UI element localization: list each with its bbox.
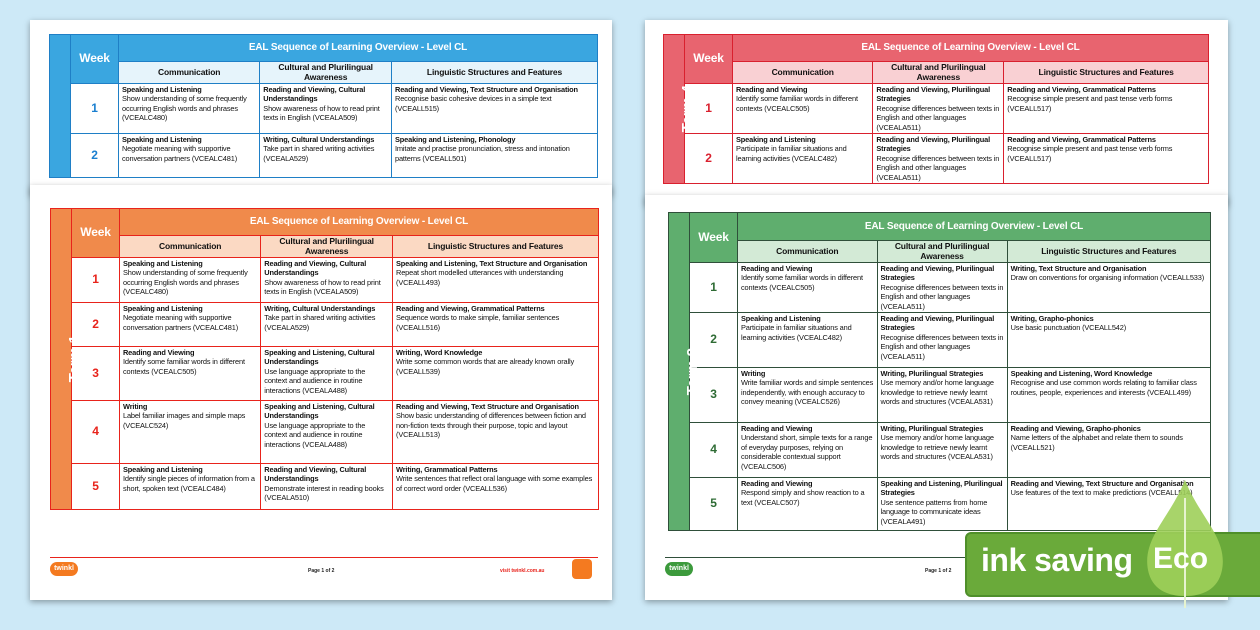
objective-text: Show awareness of how to read print texts in English (VCEALA509) <box>263 103 380 123</box>
learning-overview-table <box>663 34 1209 184</box>
learning-overview-table <box>49 34 598 178</box>
objective-text: Demonstrate interest in reading books (VCEALA510) <box>264 483 384 503</box>
website-link[interactable]: visit twinkl.com.au <box>500 568 545 574</box>
objective-text: Participate in familiar situations and learning activities (VCEALC482) <box>736 144 847 163</box>
strand-heading: Writing, Plurilingual Strategies <box>880 369 984 379</box>
week-header: Week <box>690 213 738 263</box>
objective-text: Recognise simple present and past tense verb forms (VCEALL517) <box>1007 144 1173 163</box>
objective-cell <box>260 84 392 134</box>
objective-text: Use sentence patterns from home language to communicate ideas (VCEALA491) <box>880 497 988 526</box>
objective-cell <box>873 134 1004 184</box>
strand-heading: Speaking and Listening <box>741 314 821 324</box>
objective-text: Take part in shared writing activities (VCEALA529) <box>264 313 376 332</box>
objective-cell <box>392 134 598 178</box>
objective-text: Identify some familiar words in different contexts (VCEALC505) <box>123 357 245 376</box>
objective-cell <box>738 313 878 368</box>
table-title: EAL Sequence of Learning Overview - Level CL <box>119 35 598 62</box>
objective-text: Use basic punctuation (VCEALL542) <box>1010 323 1127 333</box>
week-number: 2 <box>72 303 120 347</box>
strand-heading: Writing, Cultural Understandings <box>263 135 375 144</box>
objective-cell <box>261 303 393 347</box>
objective-text: Negotiate meaning with supportive conversation partners (VCEALC481) <box>122 144 238 163</box>
objective-text: Participate in familiar situations and learning activities (VCEALC482) <box>741 323 852 342</box>
objective-cell <box>261 347 393 401</box>
objective-cell <box>738 478 878 531</box>
twinkl-badge-icon <box>572 559 592 579</box>
objective-cell <box>393 347 599 401</box>
objective-cell <box>1004 134 1209 184</box>
objective-cell <box>393 258 599 303</box>
objective-cell <box>1007 368 1210 423</box>
strand-heading: Writing, Plurilingual Strategies <box>880 424 984 434</box>
page-term-1 <box>30 185 612 600</box>
objective-text: Imitate and practise pronunciation, stress and intonation patterns (VCEALL501) <box>395 144 570 163</box>
objective-text: Respond simply and show reaction to a text (VCEALC507) <box>741 488 865 507</box>
eco-label: Eco <box>1153 542 1209 575</box>
objective-cell <box>120 347 261 401</box>
objective-cell <box>1007 263 1210 313</box>
objective-text: Show awareness of how to read print texts in English (VCEALA509) <box>264 277 381 297</box>
column-header: Linguistic Structures and Features <box>393 236 599 258</box>
table-title: EAL Sequence of Learning Overview - Level CL <box>120 209 599 236</box>
strand-heading: Writing, Text Structure and Organisation <box>1010 264 1147 273</box>
column-header: Linguistic Structures and Features <box>392 62 598 84</box>
objective-text: Use language appropriate to the context and audience in routine interactions (VCEALA488) <box>264 420 366 449</box>
strand-heading: Writing, Grammatical Patterns <box>396 465 498 474</box>
strand-heading: Reading and Viewing <box>741 424 813 434</box>
objective-text: Name letters of the alphabet and relate them to sounds (VCEALL521) <box>1010 433 1183 452</box>
objective-cell <box>877 423 1007 478</box>
objective-text: Repeat short modelled utterances with understanding (VCEALL493) <box>396 268 564 287</box>
strand-heading: Reading and Viewing, Plurilingual Strategies <box>880 264 995 283</box>
page-number: Page 1 of 2 <box>925 568 952 574</box>
objective-cell <box>261 464 393 510</box>
strand-heading: Speaking and Listening, Cultural Understandings <box>264 402 375 421</box>
twinkl-logo: twinkl <box>665 562 693 576</box>
column-header: Cultural and Plurilingual Awareness <box>873 62 1004 84</box>
table-row <box>50 134 598 178</box>
column-header: Cultural and Plurilingual Awareness <box>260 62 392 84</box>
column-header: Communication <box>120 236 261 258</box>
learning-overview-table <box>668 212 1211 531</box>
strand-heading: Reading and Viewing <box>741 264 813 273</box>
objective-text: Show basic understanding of differences between fiction and non-fiction texts through their purpose, topic and layout (VCEALL513) <box>396 411 586 440</box>
strand-heading: Reading and Viewing, Grammatical Patterns <box>396 304 545 313</box>
term-label: Term 1 <box>51 209 72 510</box>
table-row <box>669 263 1211 313</box>
objective-text: Recognise differences between texts in English and other languages (VCEALA511) <box>880 282 1004 311</box>
strand-heading: Speaking and Listening <box>736 135 816 145</box>
table-row <box>664 84 1209 134</box>
objective-cell <box>120 401 261 464</box>
page-term-4-back <box>645 20 1228 205</box>
objective-text: Show understanding of some frequently occurring English words and phrases (VCEALC480) <box>122 94 247 123</box>
table-row <box>664 134 1209 184</box>
objective-text: Identify some familiar words in different contexts (VCEALC505) <box>741 273 863 292</box>
week-number: 2 <box>685 134 733 184</box>
week-number: 1 <box>690 263 738 313</box>
strand-heading: Reading and Viewing, Cultural Understandings <box>264 259 367 278</box>
objective-text: Write sentences that reflect oral language with some examples of correct word order (VCEALL536) <box>396 474 593 493</box>
strand-heading: Speaking and Listening, Text Structure and Organisation <box>396 259 588 268</box>
objective-cell <box>738 423 878 478</box>
strand-heading: Speaking and Listening <box>122 135 202 144</box>
strand-heading: Reading and Viewing, Grammatical Patterns <box>1007 135 1156 145</box>
objective-text: Understand short, simple texts for a range of everyday purposes, relying on considerable contextual support (VCEALC506) <box>741 433 873 471</box>
term-label: Term 2 <box>669 213 690 531</box>
strand-heading: Reading and Viewing, Cultural Understandings <box>263 85 366 104</box>
objective-text: Sequence words to make simple, familiar sentences (VCEALL516) <box>396 313 560 332</box>
objective-cell <box>733 134 873 184</box>
objective-cell <box>119 84 260 134</box>
objective-text: Use language appropriate to the context and audience in routine interactions (VCEALA488) <box>264 366 366 395</box>
page-number: Page 1 of 2 <box>308 568 335 574</box>
week-number: 3 <box>690 368 738 423</box>
week-number: 2 <box>690 313 738 368</box>
week-header: Week <box>72 209 120 258</box>
week-number: 4 <box>72 401 120 464</box>
objective-cell <box>877 263 1007 313</box>
column-header: Communication <box>119 62 260 84</box>
objective-cell <box>393 303 599 347</box>
objective-cell <box>1007 423 1210 478</box>
week-number: 1 <box>685 84 733 134</box>
column-header: Cultural and Plurilingual Awareness <box>261 236 393 258</box>
objective-cell <box>119 134 260 178</box>
week-number: 1 <box>71 84 119 134</box>
strand-heading: Reading and Viewing <box>741 479 813 489</box>
strand-heading: Writing, Word Knowledge <box>396 348 483 357</box>
objective-cell <box>877 368 1007 423</box>
objective-cell <box>260 134 392 178</box>
column-header: Linguistic Structures and Features <box>1007 241 1210 263</box>
objective-cell <box>873 84 1004 134</box>
objective-text: Use memory and/or home language knowledge to retrieve newly learnt words and structures (VCEALA531) <box>880 378 994 407</box>
objective-cell <box>120 303 261 347</box>
objective-cell <box>1007 313 1210 368</box>
strand-heading: Writing <box>741 369 766 379</box>
column-header: Linguistic Structures and Features <box>1004 62 1209 84</box>
column-header: Communication <box>733 62 873 84</box>
strand-heading: Reading and Viewing, Grapho-phonics <box>1010 424 1141 434</box>
objective-text: Identify single pieces of information from a short, spoken text (VCEALC484) <box>123 474 255 493</box>
objective-cell <box>261 258 393 303</box>
table-row <box>51 258 599 303</box>
objective-text: Recognise simple present and past tense verb forms (VCEALL517) <box>1007 94 1173 113</box>
term-label: Term 4 <box>664 35 685 184</box>
table-row <box>50 84 598 134</box>
strand-heading: Reading and Viewing, Plurilingual Strategies <box>880 314 995 333</box>
table-row <box>669 368 1211 423</box>
table-row <box>51 401 599 464</box>
table-row <box>669 423 1211 478</box>
objective-text: Show understanding of some frequently occurring English words and phrases (VCEALC480) <box>123 268 248 297</box>
table-row <box>51 303 599 347</box>
objective-text: Write some common words that are already known orally (VCEALL539) <box>396 357 575 376</box>
week-number: 5 <box>690 478 738 531</box>
strand-heading: Reading and Viewing, Plurilingual Strategies <box>876 135 990 154</box>
objective-cell <box>877 313 1007 368</box>
objective-cell <box>738 368 878 423</box>
strand-heading: Reading and Viewing, Grammatical Patterns <box>1007 85 1156 94</box>
ink-saving-label: ink saving <box>981 542 1133 578</box>
table-title: EAL Sequence of Learning Overview - Level CL <box>733 35 1209 62</box>
objective-text: Recognise differences between texts in English and other languages (VCEALA511) <box>880 332 1004 361</box>
objective-text: Identify some familiar words in different contexts (VCEALC505) <box>736 94 858 113</box>
week-number: 5 <box>72 464 120 510</box>
week-number: 1 <box>72 258 120 303</box>
strand-heading: Reading and Viewing <box>736 85 808 94</box>
column-header: Cultural and Plurilingual Awareness <box>877 241 1007 263</box>
objective-cell <box>393 401 599 464</box>
table-row <box>51 464 599 510</box>
table-row <box>51 347 599 401</box>
strand-heading: Speaking and Listening, Word Knowledge <box>1010 369 1153 379</box>
objective-cell <box>392 84 598 134</box>
strand-heading: Speaking and Listening, Cultural Understandings <box>264 348 375 367</box>
table-title: EAL Sequence of Learning Overview - Level CL <box>738 213 1211 241</box>
week-header: Week <box>685 35 733 84</box>
strand-heading: Reading and Viewing, Plurilingual Strategies <box>876 85 990 104</box>
strand-heading: Writing, Grapho-phonics <box>1010 314 1094 324</box>
objective-text: Use features of the text to make predictions (VCEALL514) <box>1010 488 1193 498</box>
objective-cell <box>733 84 873 134</box>
term-label <box>50 35 71 178</box>
strand-heading: Speaking and Listening <box>123 465 203 474</box>
strand-heading: Speaking and Listening <box>123 259 203 268</box>
objective-text: Take part in shared writing activities (VCEALA529) <box>263 144 375 163</box>
objective-cell <box>120 258 261 303</box>
twinkl-logo: twinkl <box>50 562 78 576</box>
objective-text: Use memory and/or home language knowledge to retrieve newly learnt words and structures (VCEALA531) <box>880 433 994 462</box>
objective-text: Recognise basic cohesive devices in a simple text (VCEALL515) <box>395 94 552 113</box>
week-header: Week <box>71 35 119 84</box>
strand-heading: Writing, Cultural Understandings <box>264 304 376 313</box>
objective-text: Write familiar words and simple sentences independently, with enough accuracy to convey meaning (VCEALC526) <box>741 378 874 407</box>
week-number: 3 <box>72 347 120 401</box>
objective-text: Recognise differences between texts in English and other languages (VCEALA511) <box>876 153 1000 182</box>
objective-cell <box>120 464 261 510</box>
strand-heading: Writing <box>123 402 148 411</box>
strand-heading: Speaking and Listening <box>123 304 203 313</box>
strand-heading: Reading and Viewing, Text Structure and Organisation <box>1010 479 1194 489</box>
objective-cell <box>738 263 878 313</box>
objective-cell <box>877 478 1007 531</box>
objective-text: Recognise and use common words relating to familiar class routines, people, experiences and interests (VCEALL499) <box>1010 378 1197 397</box>
learning-overview-table <box>50 208 599 510</box>
objective-text: Recognise differences between texts in English and other languages (VCEALA511) <box>876 103 1000 132</box>
strand-heading: Speaking and Listening, Phonology <box>395 135 516 144</box>
week-number: 2 <box>71 134 119 178</box>
page-term-3-back <box>30 20 612 195</box>
objective-cell <box>393 464 599 510</box>
strand-heading: Reading and Viewing <box>123 348 195 357</box>
table-row <box>669 313 1211 368</box>
week-number: 4 <box>690 423 738 478</box>
strand-heading: Speaking and Listening, Plurilingual Strategies <box>880 479 1003 498</box>
objective-cell <box>1004 84 1209 134</box>
strand-heading: Reading and Viewing, Text Structure and Organisation <box>396 402 579 411</box>
objective-text: Draw on conventions for organising information (VCEALL533) <box>1010 273 1205 283</box>
objective-text: Negotiate meaning with supportive conversation partners (VCEALC481) <box>123 313 239 332</box>
strand-heading: Speaking and Listening <box>122 85 202 94</box>
objective-cell <box>261 401 393 464</box>
strand-heading: Reading and Viewing, Text Structure and Organisation <box>395 85 578 94</box>
table-row <box>669 478 1211 531</box>
column-header: Communication <box>738 241 878 263</box>
strand-heading: Reading and Viewing, Cultural Understandings <box>264 465 367 484</box>
objective-text: Label familiar images and simple maps (VCEALC524) <box>123 411 246 430</box>
